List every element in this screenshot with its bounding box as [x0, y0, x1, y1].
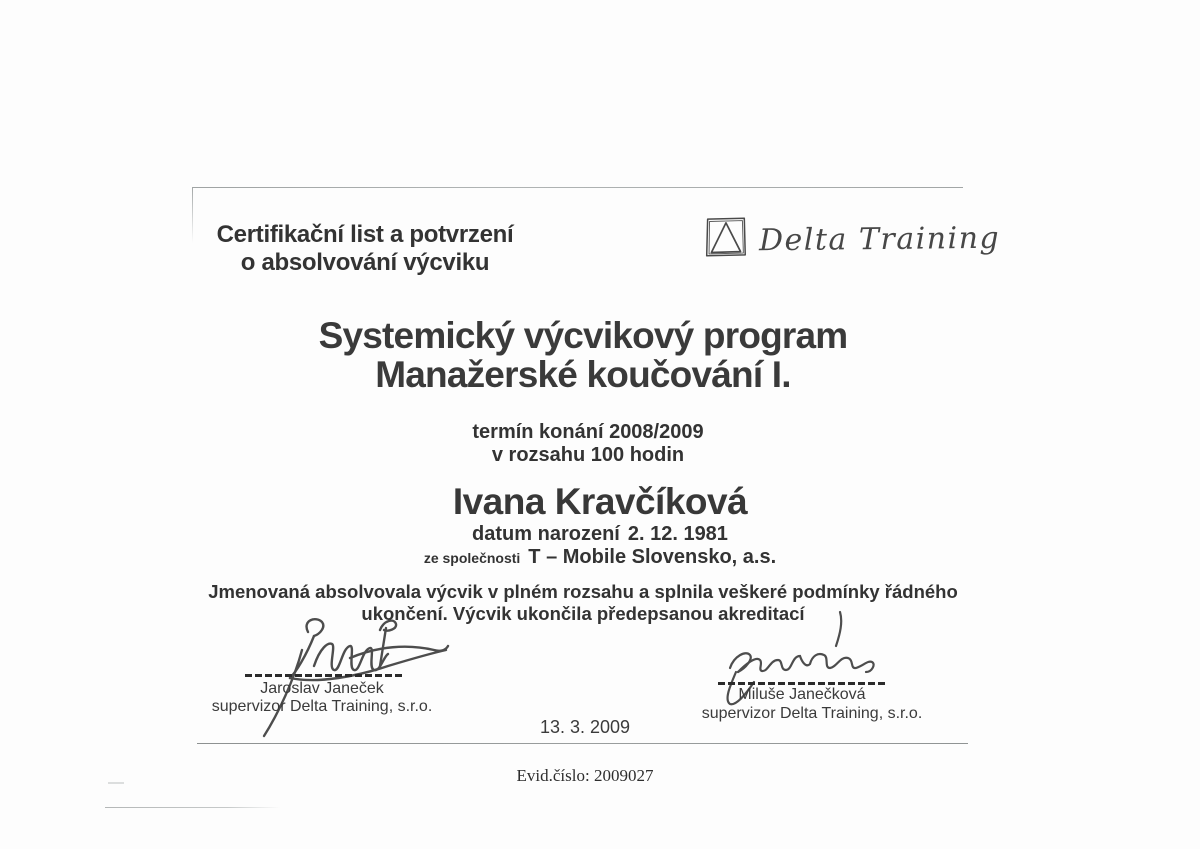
program-term: termín konání 2008/2009: [472, 421, 704, 443]
signature-left-name: Jaroslav Janeček: [260, 680, 384, 697]
certificate-heading-line1: Certifikační list a potvrzení: [216, 221, 514, 248]
signature-right-name: Miluše Janečková: [738, 686, 866, 703]
frame-top-line: [192, 187, 963, 188]
program-term-block: [188, 421, 988, 467]
signature-left-dashed-line: [245, 674, 402, 677]
completion-date: 13. 3. 2009: [539, 717, 631, 737]
program-scope: v rozsahu 100 hodin: [491, 444, 685, 466]
triangle-in-square-icon: [702, 214, 749, 265]
program-title: [183, 316, 983, 394]
birth-date-value: 2. 12. 1981: [627, 523, 728, 545]
recipient-name: Ivana Kravčíková: [452, 481, 748, 522]
birth-date-label: datum narození: [472, 523, 620, 545]
program-title-line1: Systemický výcvikový program: [318, 315, 848, 356]
signature-left-role: supervizor Delta Training, s.r.o.: [211, 698, 433, 715]
delta-training-logo: [702, 214, 1000, 265]
logo-wordmark: Delta Training: [758, 220, 1001, 259]
company-label: ze společnosti: [423, 550, 521, 566]
completion-statement-line2: ukončení. Výcvik ukončila předepsanou akreditací: [361, 602, 805, 624]
scan-artifact-speck: [108, 782, 124, 784]
certificate-heading-line2: o absolvování výcviku: [240, 249, 490, 276]
evidence-number: Evid.číslo: 2009027: [516, 766, 654, 785]
company-value: T – Mobile Slovensko, a.s.: [528, 546, 777, 568]
program-title-line2: Manažerské koučování I.: [375, 354, 791, 395]
scan-artifact-line: [105, 807, 280, 808]
bottom-rule-line: [197, 743, 968, 744]
completion-statement-line1: Jmenovaná absolvovala výcvik v plném rozsahu a splnila veškeré podmínky řádného: [208, 581, 958, 602]
company-line: [200, 546, 1000, 569]
certificate-heading: [204, 221, 526, 277]
signature-right-dashed-line: [718, 682, 888, 685]
signature-right-role: supervizor Delta Training, s.r.o.: [701, 705, 923, 722]
completion-statement: [183, 581, 983, 624]
birth-date-line: [200, 523, 1000, 546]
frame-left-line: [192, 187, 193, 243]
